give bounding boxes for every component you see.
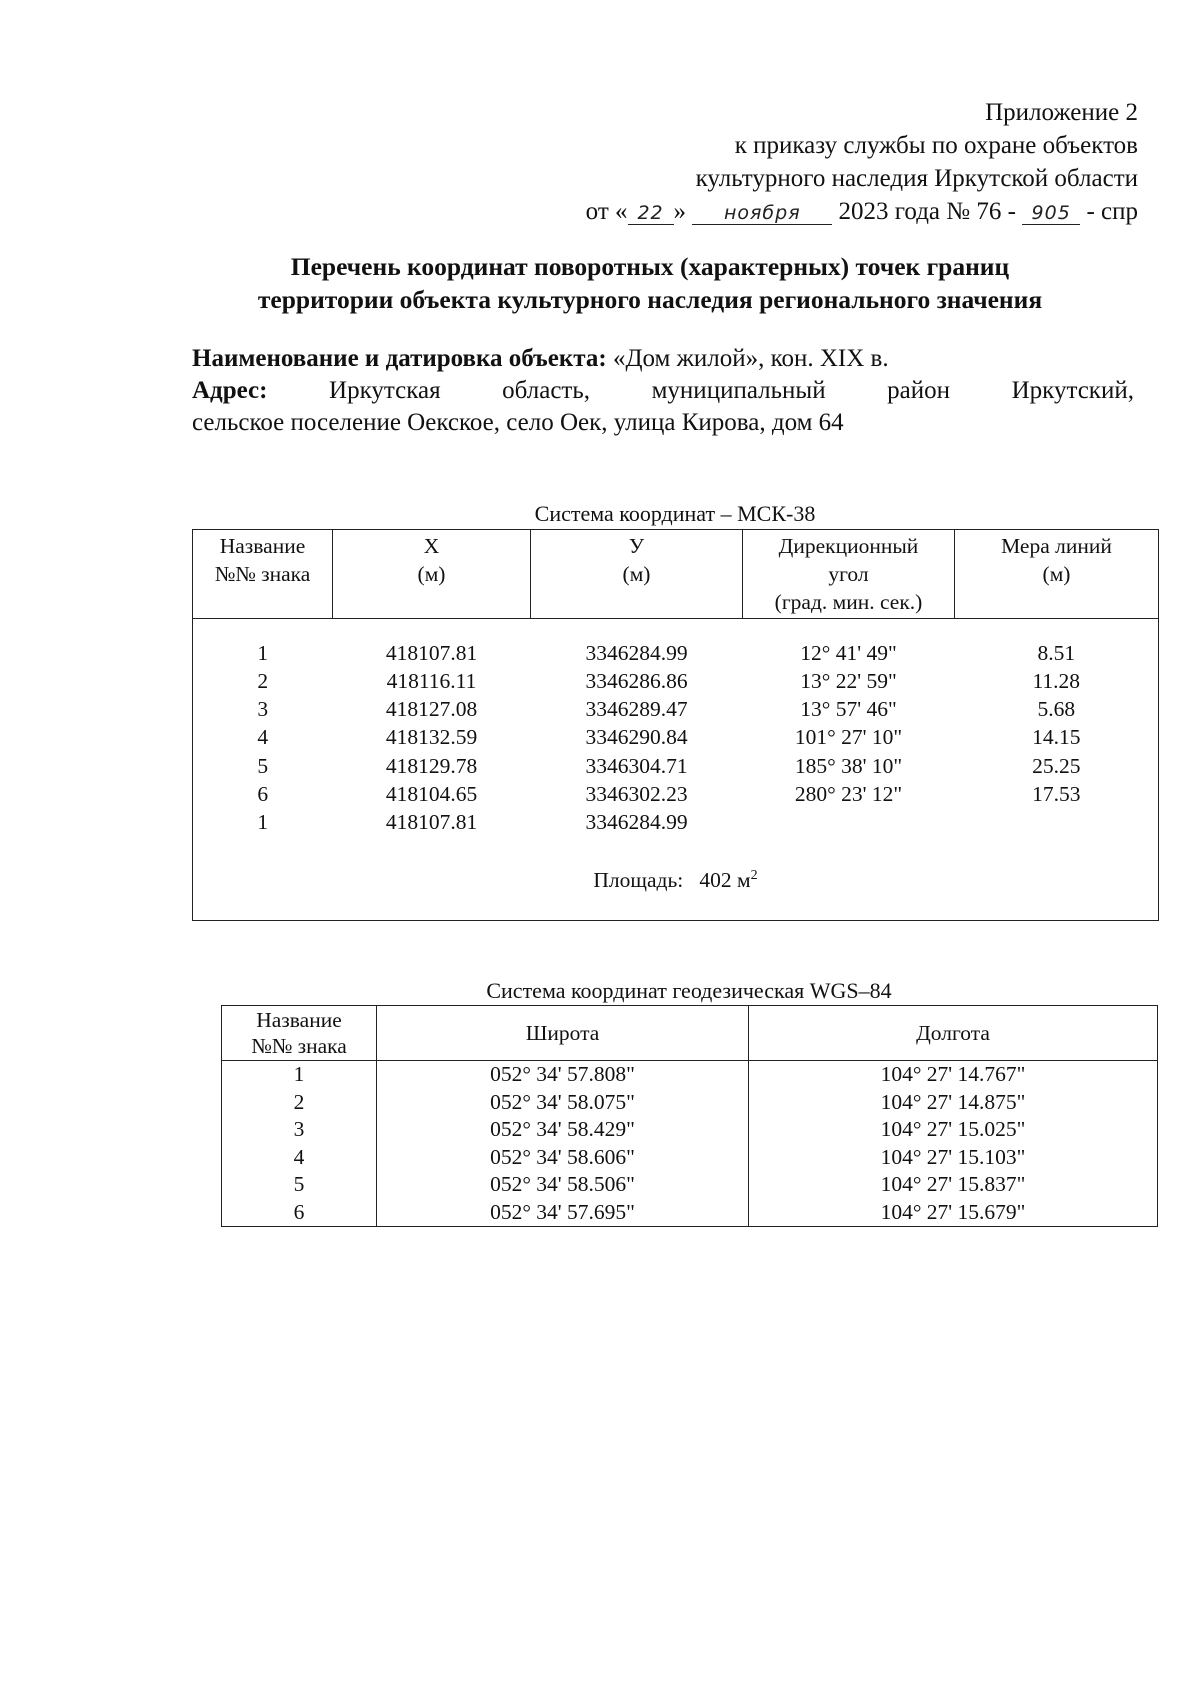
- date-prefix: от «: [585, 198, 628, 225]
- document-title: [150, 250, 1150, 316]
- object-name-label: Наименование и датировка объекта:: [192, 345, 607, 372]
- area-cell: [193, 838, 1159, 921]
- wgs-coordinates-table: [221, 1005, 1158, 1227]
- msk-header-angle: Дирекционный угол (град. мин. сек.): [743, 530, 955, 619]
- msk-header-y: У (м): [531, 530, 743, 619]
- title-line-2: территории объекта культурного наследия регионального значения: [257, 285, 1043, 314]
- wgs-caption: Система координат геодезическая WGS–84: [486, 978, 892, 1003]
- wgs-header-row: [222, 1006, 1158, 1061]
- table-row: 1 418107.81 3346284.99 12° 41' 49" 8.51: [257, 640, 1076, 665]
- title-line-1: Перечень координат поворотных (характерных) точек границ: [290, 252, 1010, 281]
- area-exponent: 2: [750, 868, 758, 884]
- msk-header-x: X (м): [333, 530, 531, 619]
- address-word: Иркутский,: [1011, 377, 1134, 404]
- handwritten-day: 22: [628, 202, 674, 225]
- address-label: Адрес:: [192, 377, 268, 404]
- date-mid: »: [673, 198, 687, 225]
- object-name-value: «Дом жилой», кон. XIX в.: [612, 345, 889, 372]
- area-label: Площадь:: [593, 868, 684, 893]
- table-row: 6 052° 34' 57.695" 104° 27' 15.679": [222, 1199, 1158, 1227]
- table-row: 3 052° 34' 58.429" 104° 27' 15.025": [222, 1116, 1158, 1144]
- table-row: 2 418116.11 3346286.86 13° 22' 59" 11.28: [257, 668, 1081, 693]
- table-row: 5 418129.78 3346304.71 185° 38' 10" 25.25: [257, 753, 1081, 778]
- table-row: 4 052° 34' 58.606" 104° 27' 15.103": [222, 1144, 1158, 1172]
- wgs-header-point: Название №№ знака: [222, 1006, 377, 1061]
- address-line-2: сельское поселение Оекское, село Оек, улица Кирова, дом 64: [192, 409, 844, 436]
- wgs-header-latitude: Широта: [377, 1006, 749, 1061]
- table-row: 6 418104.65 3346302.23 280° 23' 12" 17.53: [257, 781, 1081, 806]
- object-info: [192, 343, 1134, 439]
- msk-header-row: [193, 530, 1159, 619]
- table-row: 3 418127.08 3346289.47 13° 57' 46" 5.68: [257, 697, 1076, 722]
- msk-header-point: Название №№ знака: [193, 530, 333, 619]
- date-year: 2023 года № 76 -: [838, 198, 1016, 225]
- area-row: [193, 838, 1159, 921]
- msk-header-length: Мера линий (м): [955, 530, 1159, 619]
- appendix-header: [586, 96, 1138, 228]
- address-line-1: [192, 375, 1134, 407]
- object-name-line: [192, 343, 1134, 375]
- address-word: область,: [502, 377, 591, 404]
- table-row: 4 418132.59 3346290.84 101° 27' 10" 14.15: [257, 725, 1081, 750]
- appendix-line-2: к приказу службы по охране объектов: [734, 132, 1138, 159]
- handwritten-order-number: 905: [1022, 202, 1080, 225]
- order-suffix: - спр: [1086, 198, 1138, 225]
- appendix-line-3: культурного наследия Иркутской области: [695, 165, 1138, 192]
- wgs-header-longitude: Долгота: [749, 1006, 1158, 1061]
- msk-caption: Система координат – МСК-38: [534, 501, 816, 526]
- msk-coordinates-table: [192, 529, 1159, 921]
- table-row: 1 418107.81 3346284.99: [257, 810, 688, 835]
- address-word: район: [887, 377, 951, 404]
- appendix-date-line: [586, 195, 1138, 228]
- address-word: Иркутская: [329, 377, 441, 404]
- table-row: 2 052° 34' 58.075" 104° 27' 14.875": [222, 1089, 1158, 1117]
- area-value: 402 м: [699, 868, 751, 893]
- address-word: муниципальный: [651, 377, 826, 404]
- handwritten-month: ноября: [692, 202, 832, 225]
- table-row: 1 052° 34' 57.808" 104° 27' 14.767": [222, 1061, 1158, 1089]
- table-row: 5 052° 34' 58.506" 104° 27' 15.837": [222, 1171, 1158, 1199]
- appendix-line-1: Приложение 2: [985, 99, 1138, 126]
